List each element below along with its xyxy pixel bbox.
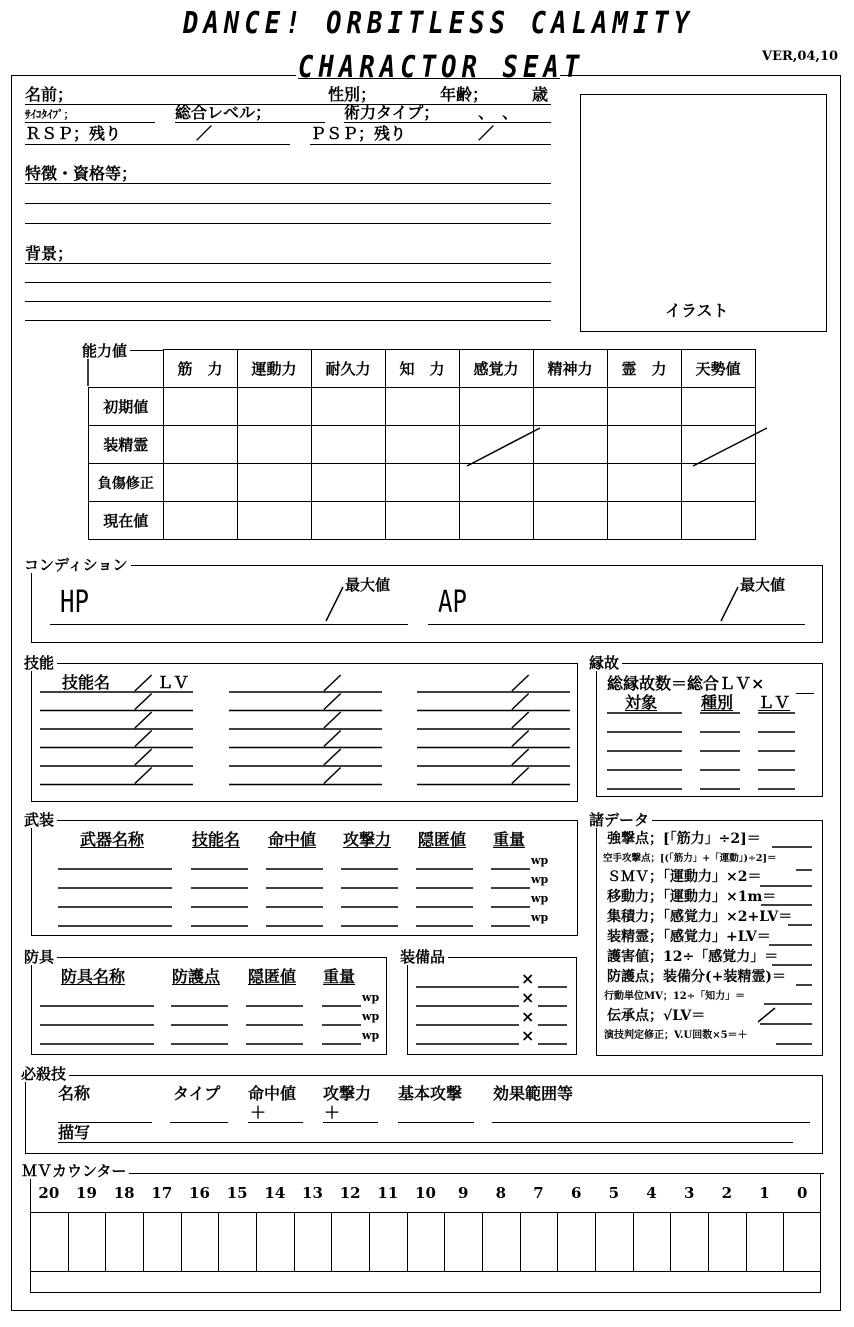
ability-cell-disabled [459,426,533,464]
illustration-label: イラスト [665,301,729,320]
abilities-legend: 能力値 [82,343,130,359]
gender-label: 性別； [328,85,377,104]
special-base-field[interactable] [398,1122,474,1123]
special-desc-label: 描写 [58,1123,91,1142]
ability-header: 天勢値 [681,350,755,388]
ability-row-label: 現在値 [89,502,164,540]
features-line-1[interactable] [25,183,551,184]
equipment-box [407,957,577,1055]
ability-cell[interactable] [681,502,755,540]
background-line-4[interactable] [25,320,551,321]
background-line-2[interactable] [25,282,551,283]
armor-header-conceal: 隠匿値 [248,967,297,986]
ability-row-label: 装精霊 [89,426,164,464]
ability-cell[interactable] [533,502,607,540]
skills-legend: 技能 [24,655,57,671]
hp-max-label: 最大値 [345,576,391,594]
mv-legend: ＭＶカウンター [22,1163,129,1179]
ability-cell[interactable] [459,502,533,540]
art-type-label: 術力タイプ； [344,103,440,122]
mv-number: 12 [339,1184,361,1202]
weapons-header-hit: 命中値 [268,830,317,849]
sheet-subtitle: CHARACTOR SEAT [298,50,585,85]
mv-cell-divider [331,1212,332,1271]
mv-number: 8 [495,1184,507,1202]
ability-cell[interactable] [311,502,385,540]
special-header-range: 効果範囲等 [493,1084,574,1103]
ability-header: 知 力 [385,350,459,388]
special-attack-field[interactable] [323,1122,378,1123]
background-label: 背景； [25,244,74,263]
skills-header: 技能名 [62,673,111,692]
data-row: ＳＭＶ；「運動力」×2＝ [607,869,762,885]
rsp-slash: ／ [196,124,213,143]
mv-cell-divider [557,1212,558,1271]
ability-header: 精神力 [533,350,607,388]
special-type-field[interactable] [170,1122,228,1123]
condition-box [31,565,823,643]
art-type-sep: 、 、 [478,103,519,122]
special-header-name: 名称 [58,1084,91,1103]
hp-label: HP [60,585,89,620]
equipment-mult: × [521,988,535,1007]
weapons-legend: 武装 [24,812,57,828]
mv-number: 5 [608,1184,620,1202]
weapon-unit: wp [531,892,549,905]
psy-type-field[interactable] [25,122,155,123]
mv-number: 9 [457,1184,469,1202]
mv-number: 14 [264,1184,286,1202]
psp-slash: ／ [478,124,495,143]
mv-cell-divider [595,1212,596,1271]
data-row: 装精霊；「感覚力」+LV＝ [607,929,771,945]
ability-cell[interactable] [163,464,237,502]
condition-legend: コンディション [24,557,131,573]
bonds-total: 総縁故数＝総合ＬＶ× [607,674,765,693]
ability-cell[interactable] [311,464,385,502]
background-line-1[interactable] [25,263,551,264]
mv-cell-divider [708,1212,709,1271]
ability-cell[interactable] [385,388,459,426]
equipment-mult: × [521,969,535,988]
skills-lv-header: ＬＶ [157,673,190,692]
ability-cell[interactable] [681,464,755,502]
ability-cell[interactable] [459,388,533,426]
armor-unit: wp [362,1010,380,1023]
ability-cell[interactable] [163,426,237,464]
mv-cell-divider [181,1212,182,1271]
mv-cell-divider [143,1212,144,1271]
ability-cell[interactable] [533,388,607,426]
ability-cell[interactable] [459,464,533,502]
ability-cell-disabled [681,426,755,464]
rsp-label: ＲＳＰ；残り [25,124,122,143]
art-type-field[interactable] [344,122,551,123]
data-row: 空手攻撃点；[(「筋力」+「運動」)÷2]＝ [603,853,777,864]
mv-number: 7 [533,1184,544,1202]
rsp-field[interactable] [25,144,290,145]
data-row: 行動単位MV；12÷「知力」＝ [604,991,746,1002]
ability-cell[interactable] [607,426,681,464]
ability-header: 筋 力 [163,350,237,388]
special-header-type: タイプ [173,1084,221,1103]
ability-cell[interactable] [681,388,755,426]
bonds-header-type: 種別 [701,693,734,712]
total-level-label: 総合レベル； [175,103,272,122]
skills-box [31,663,578,802]
mv-cell-divider [482,1212,483,1271]
ability-cell[interactable] [237,388,311,426]
ability-cell[interactable] [385,502,459,540]
weapon-unit: wp [531,911,549,924]
mv-cell-divider [444,1212,445,1271]
mv-cell-divider [670,1212,671,1271]
ability-cell[interactable] [607,388,681,426]
special-range-field[interactable] [492,1122,810,1123]
special-header-attack: 攻撃力 [323,1084,372,1103]
mv-cell-divider [218,1212,219,1271]
weapon-unit: wp [531,854,549,867]
mv-number: 0 [796,1184,808,1202]
special-hit-plus: ＋ [250,1103,267,1122]
weapons-header-weight: 重量 [493,830,526,849]
mv-number: 6 [570,1184,582,1202]
ability-cell[interactable] [385,426,459,464]
mv-cell-divider [294,1212,295,1271]
features-line-2[interactable] [25,203,551,204]
special-header-hit: 命中値 [248,1084,297,1103]
mv-cell-divider [105,1212,106,1271]
sheet-title: DANCE! ORBITLESS CALAMITY [183,6,695,41]
mv-number: 18 [113,1184,135,1202]
mv-cell-divider [633,1212,634,1271]
weapons-header-conceal: 隠匿値 [418,830,467,849]
bonds-header-target: 対象 [625,693,658,712]
total-level-field[interactable] [175,122,325,123]
ability-row-label: 初期値 [89,388,164,426]
mv-number: 15 [226,1184,248,1202]
ability-header: 耐久力 [311,350,385,388]
mv-cell-divider [746,1212,747,1271]
name-label: 名前； [25,85,74,104]
special-hit-field[interactable] [248,1122,303,1123]
special-legend: 必殺技 [21,1066,69,1082]
ability-header: 運動力 [237,350,311,388]
mv-number: 11 [377,1184,399,1202]
armor-unit: wp [362,1029,380,1042]
data-row: 演技判定修正；V.U回数×5＝＋ [604,1030,748,1041]
equipment-mult: × [521,1026,535,1045]
ability-cell[interactable] [533,464,607,502]
ability-cell[interactable] [607,464,681,502]
armor-header-name: 防具名称 [61,967,126,986]
ability-cell[interactable] [385,464,459,502]
ability-cell[interactable] [311,426,385,464]
mv-number: 20 [38,1184,60,1202]
age-unit: 歳 [532,85,549,104]
name-field[interactable] [25,104,551,105]
data-row: 伝承点；√LV＝ [607,1008,706,1024]
hp-field[interactable] [50,624,408,625]
ap-max-label: 最大値 [740,576,786,594]
ability-cell[interactable] [163,388,237,426]
ability-cell[interactable] [237,426,311,464]
armor-unit: wp [362,991,380,1004]
version-label: VER,04,10 [762,49,839,64]
mv-number: 4 [646,1184,657,1202]
features-label: 特徴・資格等； [25,164,138,183]
features-line-3[interactable] [25,223,551,224]
ap-label: AP [438,585,467,620]
mv-number: 19 [76,1184,97,1202]
mv-cell-divider [783,1212,784,1271]
ability-cell[interactable] [533,426,607,464]
mv-cell-divider [520,1212,521,1271]
armor-legend: 防具 [24,949,57,965]
weapons-header-skill: 技能名 [192,830,241,849]
ability-header: 感覚力 [459,350,533,388]
psp-label: ＰＳＰ；残り [310,124,407,143]
mv-cell-divider [68,1212,69,1271]
mv-number: 1 [759,1184,770,1202]
data-row: 移動力；「運動力」×1m＝ [607,889,777,905]
armor-header-weight: 重量 [323,967,356,986]
data-row: 護害値；12÷「感覚力」＝ [607,949,779,965]
ap-field[interactable] [428,624,805,625]
equipment-mult: × [521,1007,535,1026]
abilities-table [88,349,756,540]
weapon-unit: wp [531,873,549,886]
ability-cell[interactable] [237,502,311,540]
mv-number: 16 [189,1184,210,1202]
bonds-legend: 縁故 [589,655,622,671]
mv-number: 17 [151,1184,173,1202]
weapons-header-attack: 攻撃力 [343,830,392,849]
psy-type-label: ｻｲｺﾀｲﾌﾟ； [25,108,75,121]
ability-cell[interactable] [607,502,681,540]
data-row: 防護点；装備分(+装精霊)＝ [607,969,786,985]
mv-number: 3 [683,1184,695,1202]
bonds-total-field[interactable] [796,693,814,694]
equipment-legend: 装備品 [400,949,448,965]
background-line-3[interactable] [25,301,551,302]
mv-cell-divider [256,1212,257,1271]
psp-field[interactable] [310,144,551,145]
ability-cell[interactable] [311,388,385,426]
ability-row-label: 負傷修正 [89,464,164,502]
weapons-header-name: 武器名称 [80,830,145,849]
mv-cell-divider [369,1212,370,1271]
data-row: 集積力；「感覚力」×2+LV＝ [607,909,793,925]
mv-cell-divider [407,1212,408,1271]
age-label: 年齢； [440,85,489,104]
ability-cell[interactable] [163,502,237,540]
mv-number: 13 [302,1184,323,1202]
mv-number: 2 [721,1184,733,1202]
special-header-base: 基本攻撃 [398,1084,463,1103]
illustration-box[interactable] [580,94,827,332]
ability-header: 霊 力 [607,350,681,388]
special-attack-plus: ＋ [324,1103,341,1122]
data-legend: 諸データ [589,812,652,828]
ability-cell[interactable] [237,464,311,502]
mv-number: 10 [415,1184,436,1202]
data-row: 強撃点；[「筋力」÷2]＝ [607,831,761,847]
special-desc-field[interactable] [58,1142,793,1143]
bonds-header-lv: ＬＶ [758,693,791,712]
armor-header-defense: 防護点 [172,967,221,986]
